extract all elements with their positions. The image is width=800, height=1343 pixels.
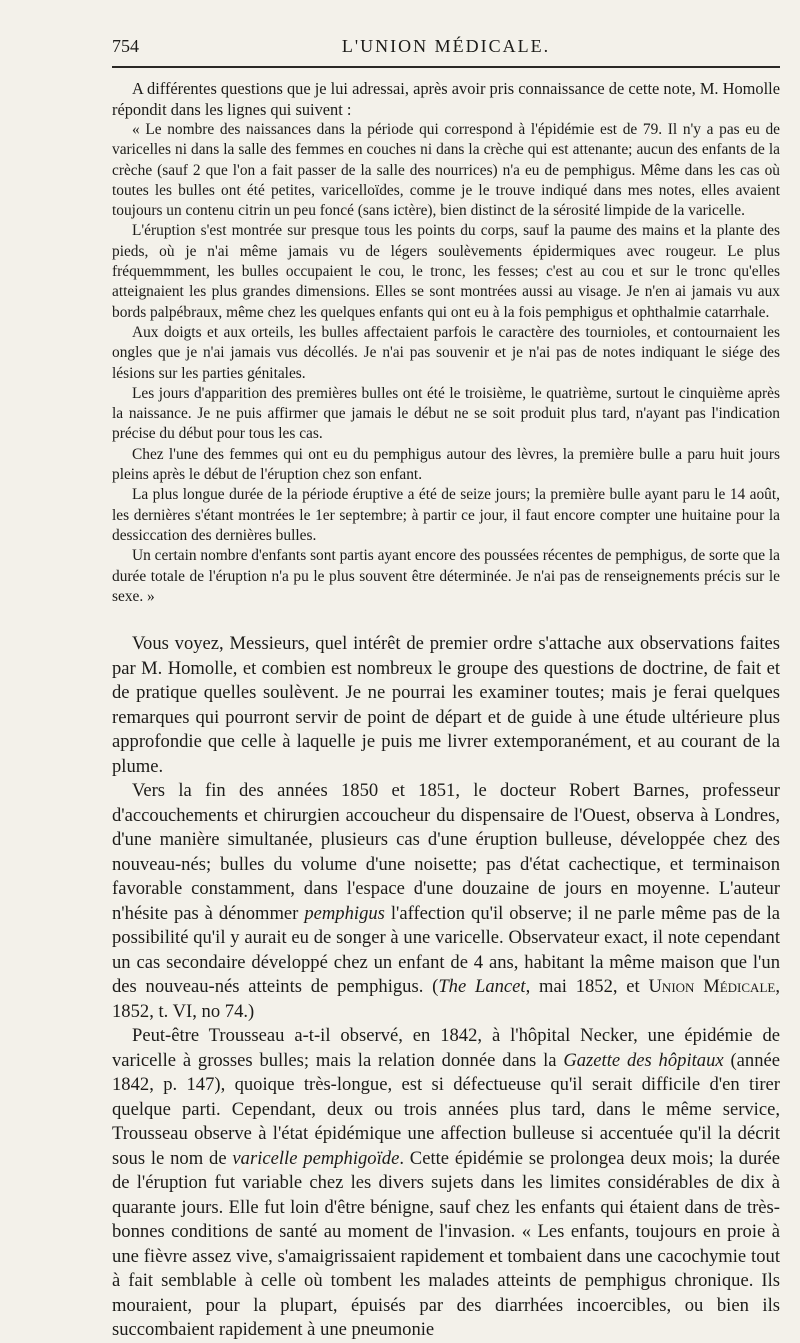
quote-paragraph: L'éruption s'est montrée sur presque tous les points du corps, sauf la paume des mains et la plante des pieds, où je n'ai même jamais vu de légers soulèvements épidermiques avec rougeur. Le plus fréquemmment, les bulles occupaient le cou, le tronc, les fesses; c'est au cou et sur le tronc qu'elles atteignaient les plus grandes dimensions. Elles se sont montrées aussi au visage. Je n'en ai jamais vu aux bords palpébraux, même chez les quelques enfants qui ont eu à la fois pemphigus et ophthalmie catarrhale. [112, 222, 780, 321]
text-run: , 1852, t. VI, no 74.) [112, 976, 780, 1022]
quote-paragraph: Chez l'une des femmes qui ont eu du pemphigus autour des lèvres, la première bulle a paru huit jours pleins après le début de l'éruption chez son enfant. [112, 445, 780, 484]
journal-title: Union Médicale [648, 976, 776, 997]
header-rule [112, 66, 780, 68]
body-paragraph: Vous voyez, Messieurs, quel intérêt de premier ordre s'attache aux observations faites par M. Homolle, et combien est nombreux le groupe des questions de doctrine, de fait et de pratique quelles soulèvent. Je ne pourrai les examiner toutes; mais je ferai quelques remarques qui pourront servir de point de départ et de guide à une étude ultérieure plus approfondie que celle à laquelle je puis me livrer extemporanément, et au courant de la plume. [112, 633, 780, 777]
page-number: 754 [112, 36, 139, 56]
page-header [112, 30, 780, 62]
body-paragraph [112, 1024, 780, 1343]
quote-paragraph: Un certain nombre d'enfants sont partis ayant encore des poussées récentes de pemphigus, de sorte que la durée totale de l'éruption n'a pu le plus souvent être déterminée. Je n'ai pas de renseignements précis sur le sexe. » [112, 547, 780, 605]
text-run: l'affection qu'il observe; il ne parle même pas de la possibilité qu'il y aurait eu de songer à une varicelle. Observateur exact, il note cependant un cas secondaire développé chez un enfant de 4 ans, habitant la même maison que l'un des nouveau-nés atteints de pemphigus. ( [112, 902, 781, 997]
italic-term: pemphigus [304, 902, 385, 924]
main-text [112, 632, 780, 1343]
text-run: Vers la fin des années 1850 et 1851, le docteur Robert Barnes, professeur d'accouchements et chirurgien accoucheur du dispensaire de l'Ouest, observa à Londres, d'une manière simultanée, plusieurs cas d'une éruption bulleuse, développée chez des nouveau-nés; bulles du volume d'une noisette; pas d'état cachectique, et terminaison favorable constamment, dans l'espace d'une douzaine de jours en moyenne. L'auteur n'hésite pas à dénommer [112, 780, 780, 924]
journal-title: The Lancet [438, 976, 526, 997]
text-run: . Cette épidémie se prolongea deux mois; la durée de l'éruption fut variable chez les divers sujets dans les limites considérables de dix à quarante jours. Elle fut loin d'être bénigne, sauf chez les enfants qui étaient dans de très-bonnes conditions de santé au moment de l'invasion. « Les enfants, toujours en proie à une fièvre assez vive, s'amaigrissaient rapidement et tombaient dans une cacochymie tout à fait semblable à celle où tombent les malades atteints de pemphigus chronique. Ils mouraient, pour la plupart, épuisés par des diarrhées incoercibles, ou bien ils succombaient rapidement à une pneumonie [112, 1147, 780, 1340]
quote-paragraph: « Le nombre des naissances dans la période qui correspond à l'épidémie est de 79. Il n'y a pas eu de varicelles ni dans la salle des femmes en couches ni dans la crèche qui est attenante; aucun des enfants de la crèche (sauf 2 que l'on a fait passer de la salle des nourrices) n'a eu de pemphigus. Même dans les cas où toutes les bulles ont été petites, varicelloïdes, comme je le trouve indiqué dans mes notes, elles avaient toujours un contenu citrin un peu foncé (sans ictère), bien distinct de la sérosité limpide de la varicelle. [112, 121, 780, 220]
quote-paragraph: Les jours d'apparition des premières bulles ont été le troisième, le quatrième, surtout le cinquième après la naissance. Je ne puis affirmer que jamais le début ne se soit produit plus tard, n'ayant pas l'indication précise du début pour tous les cas. [112, 384, 780, 443]
running-title: L'UNION MÉDICALE. [341, 36, 551, 56]
body-paragraph [112, 779, 780, 1024]
quote-paragraph: Aux doigts et aux orteils, les bulles affectaient parfois le caractère des tournioles, et contournaient les ongles que je n'ai jamais vus décollés. Je n'ai pas souvenir et je n'ai pas de notes indiquant le siége des lésions sur les parties génitales. [112, 323, 780, 382]
quoted-letter [112, 78, 780, 607]
text-run: (année 1842, p. 147), quoique très-longue, est si défectueuse qu'il serait difficile d'en tirer quelque parti. Cependant, deux ou trois années plus tard, dans le même service, Trousseau observe à l'état épidémique une affection bulleuse si accentuée qu'il la décrit sous le nom de [112, 1049, 780, 1169]
quote-paragraph: La plus longue durée de la période éruptive a été de seize jours; la première bulle ayant paru le 14 août, les dernières s'étant montrées le 1er septembre; à partir ce jour, il faut encore compter une huitaine pour la dessiccation des dernières bulles. [112, 486, 780, 544]
quote-intro: A différentes questions que je lui adressai, après avoir pris connaissance de cette note, M. Homolle répondit dans les lignes qui suivent : [112, 79, 780, 119]
journal-title: Gazette des hôpitaux [563, 1049, 724, 1071]
text-run: Peut-être Trousseau a-t-il observé, en 1842, à l'hôpital Necker, une épidémie de varicelle à grosses bulles; mais la relation donnée dans la [112, 1025, 780, 1071]
italic-term: varicelle pemphigoïde [232, 1147, 400, 1169]
text-run: , mai 1852, et [525, 976, 640, 997]
